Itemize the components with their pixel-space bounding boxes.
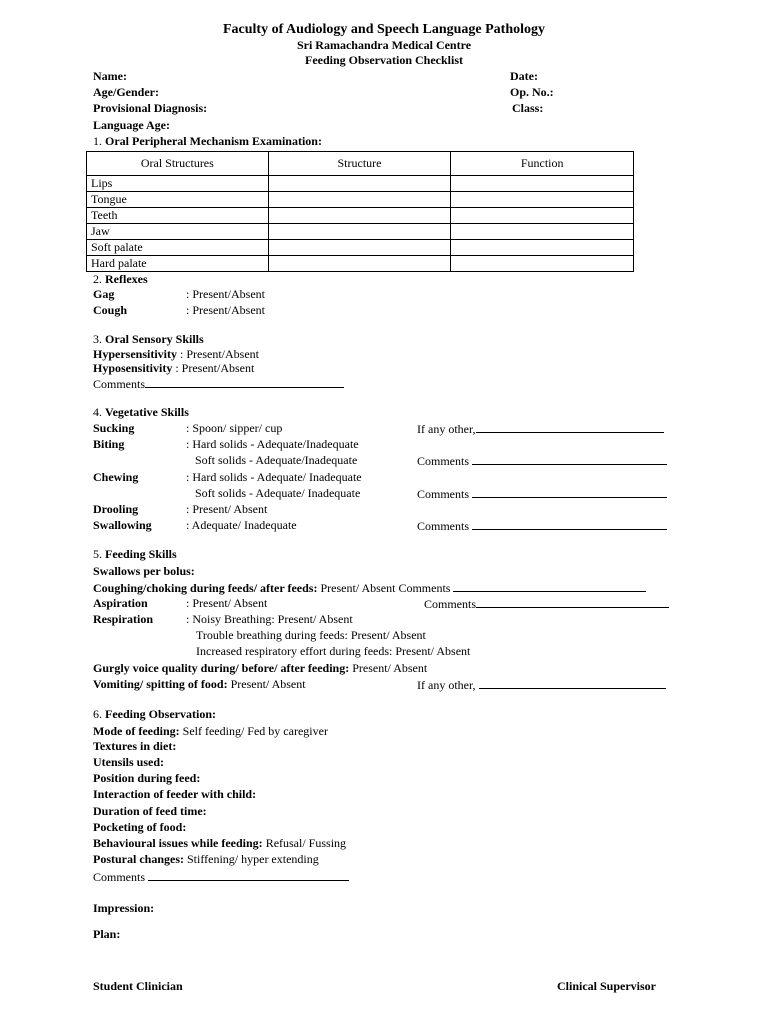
gurgly-voice-line: Gurgly voice quality during/ before/ after feeding: Present/ Absent [93,661,428,675]
cough-value: : Present/Absent [186,303,265,317]
tongue-function-cell[interactable] [451,192,634,208]
chewing-comments-field[interactable] [472,486,667,498]
gag-label: Gag [93,287,115,301]
clinical-supervisor-label: Clinical Supervisor [557,979,657,993]
row-label-teeth: Teeth [87,208,269,224]
age-gender-label: Age/Gender: [93,85,159,99]
sensory-comments-field[interactable] [145,376,344,388]
pocketing-label: Pocketing of food: [93,820,187,834]
name-label: Name: [93,69,127,83]
column-header-function: Function [451,152,634,176]
vomiting-other-field[interactable] [479,677,666,689]
table-row [87,176,634,192]
table-header-row [87,152,634,176]
oral-structures-table [86,151,634,272]
checklist-title: Feeding Observation Checklist [305,53,463,67]
vomiting-other: If any other, [417,677,666,692]
biting-comments: Comments [417,453,667,468]
column-header-structure: Structure [268,152,451,176]
interaction-label: Interaction of feeder with child: [93,787,257,801]
swallowing-label: Swallowing [93,518,152,532]
swallows-per-bolus-label: Swallows per bolus: [93,564,195,578]
impression-label: Impression: [93,901,155,915]
swallowing-comments: Comments [417,518,667,533]
hard-palate-function-cell[interactable] [451,256,634,272]
textures-label: Textures in diet: [93,739,177,753]
row-label-jaw: Jaw [87,224,269,240]
mode-of-feeding-line: Mode of feeding: Self feeding/ Fed by caregiver [93,724,328,738]
lips-structure-cell[interactable] [268,176,451,192]
chewing-value: : Hard solids - Adequate/ Inadequate [186,470,362,484]
biting-value: : Hard solids - Adequate/Inadequate [186,437,359,451]
section-2-heading: 2. Reflexes [93,272,148,286]
section-6-heading: 6. Feeding Observation: [93,707,216,721]
language-age-label: Language Age: [93,118,171,132]
biting-comments-field[interactable] [472,453,667,465]
biting-label: Biting [93,437,125,451]
table-row [87,192,634,208]
duration-label: Duration of feed time: [93,804,207,818]
swallowing-value: : Adequate/ Inadequate [186,518,297,532]
section-3-heading: 3. Oral Sensory Skills [93,332,204,346]
table-row [87,208,634,224]
sucking-other-field[interactable] [476,421,664,433]
row-label-hard-palate: Hard palate [87,256,269,272]
row-label-tongue: Tongue [87,192,269,208]
chewing-label: Chewing [93,470,139,484]
hard-palate-structure-cell[interactable] [268,256,451,272]
postural-changes-line: Postural changes: Stiffening/ hyper extending [93,852,319,866]
lips-function-cell[interactable] [451,176,634,192]
student-clinician-label: Student Clinician [93,979,183,993]
swallowing-comments-field[interactable] [472,518,667,530]
op-no-label: Op. No.: [510,85,554,99]
chewing-comments: Comments [417,486,667,501]
sucking-label: Sucking [93,421,135,435]
teeth-function-cell[interactable] [451,208,634,224]
respiration-label: Respiration [93,612,153,626]
tongue-structure-cell[interactable] [268,192,451,208]
gag-value: : Present/Absent [186,287,265,301]
respiratory-effort-line: Increased respiratory effort during feeds: Present/ Absent [196,644,471,658]
coughing-choking-line: Coughing/choking during feeds/ after feeds: Present/ Absent Comments [93,580,646,595]
cough-label: Cough [93,303,128,317]
behavioural-issues-line: Behavioural issues while feeding: Refusal/ Fussing [93,836,347,850]
diagnosis-label: Provisional Diagnosis: [93,101,208,115]
section-4-heading: 4. Vegetative Skills [93,405,189,419]
section-5-heading: 5. Feeding Skills [93,547,177,561]
position-label: Position during feed: [93,771,201,785]
observation-comments-field[interactable] [148,869,349,881]
coughing-comments-field[interactable] [453,580,646,592]
plan-label: Plan: [93,927,121,941]
aspiration-label: Aspiration [93,596,148,610]
column-header-oral-structures: Oral Structures [87,152,269,176]
soft-palate-structure-cell[interactable] [268,240,451,256]
aspiration-comments: Comments [424,596,669,611]
form-title: Faculty of Audiology and Speech Language Pathology [222,22,546,37]
jaw-function-cell[interactable] [451,224,634,240]
table-row [87,224,634,240]
aspiration-comments-field[interactable] [476,596,669,608]
jaw-structure-cell[interactable] [268,224,451,240]
drooling-label: Drooling [93,502,139,516]
vomiting-line: Vomiting/ spitting of food: Present/ Absent [93,677,306,691]
teeth-structure-cell[interactable] [268,208,451,224]
respiration-value: : Noisy Breathing: Present/ Absent [186,612,353,626]
date-label: Date: [510,69,538,83]
institution-name: Sri Ramachandra Medical Centre [296,38,472,52]
drooling-value: : Present/ Absent [186,502,268,516]
row-label-lips: Lips [87,176,269,192]
section-1-heading: 1. Oral Peripheral Mechanism Examination: [93,134,322,148]
sensory-comments: Comments [93,376,344,391]
table-row [87,240,634,256]
hypersensitivity-line: Hypersensitivity : Present/Absent [93,347,259,361]
observation-comments: Comments [93,869,349,884]
utensils-label: Utensils used: [93,755,165,769]
biting-soft-solids: Soft solids - Adequate/Inadequate [195,453,358,467]
class-label: Class: [512,101,544,115]
soft-palate-function-cell[interactable] [451,240,634,256]
sucking-value: : Spoon/ sipper/ cup [186,421,283,435]
chewing-soft-solids: Soft solids - Adequate/ Inadequate [195,486,361,500]
aspiration-value: : Present/ Absent [186,596,268,610]
sucking-other: If any other, [417,421,664,436]
row-label-soft-palate: Soft palate [87,240,269,256]
table-row [87,256,634,272]
hyposensitivity-line: Hyposensitivity : Present/Absent [93,361,255,375]
trouble-breathing-line: Trouble breathing during feeds: Present/ Absent [196,628,426,642]
